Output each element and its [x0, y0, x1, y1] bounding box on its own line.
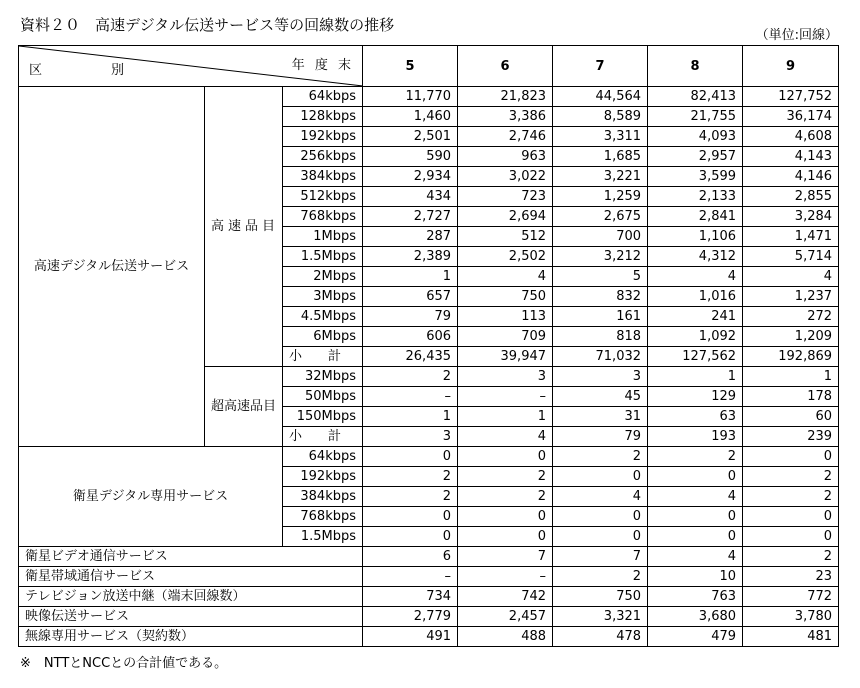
- value-cell: 0: [458, 507, 553, 527]
- value-cell: 478: [553, 627, 648, 647]
- table-row: [19, 87, 839, 107]
- value-cell: 39,947: [458, 347, 553, 367]
- value-cell: 2: [458, 467, 553, 487]
- value-cell: 488: [458, 627, 553, 647]
- value-cell: 2,727: [363, 207, 458, 227]
- value-cell: 3,321: [553, 607, 648, 627]
- value-cell: 2: [743, 487, 839, 507]
- value-cell: 4: [648, 547, 743, 567]
- value-cell: 742: [458, 587, 553, 607]
- value-cell: 44,564: [553, 87, 648, 107]
- value-cell: 512: [458, 227, 553, 247]
- category-high-speed-digital: 高速デジタル伝送サービス: [19, 87, 205, 447]
- value-cell: 832: [553, 287, 648, 307]
- value-cell: 1: [458, 407, 553, 427]
- value-cell: 963: [458, 147, 553, 167]
- value-cell: 0: [363, 447, 458, 467]
- speed-label: 6Mbps: [283, 327, 363, 347]
- value-cell: 287: [363, 227, 458, 247]
- value-cell: 734: [363, 587, 458, 607]
- subcategory-ultra-high-speed-items: 超高速品目: [205, 367, 283, 447]
- value-cell: 3: [458, 367, 553, 387]
- speed-label: 4.5Mbps: [283, 307, 363, 327]
- value-cell: 1,471: [743, 227, 839, 247]
- value-cell: 23: [743, 567, 839, 587]
- value-cell: 193: [648, 427, 743, 447]
- value-cell: 1: [363, 407, 458, 427]
- value-cell: 700: [553, 227, 648, 247]
- value-cell: 3: [553, 367, 648, 387]
- value-cell: 79: [553, 427, 648, 447]
- value-cell: 3,680: [648, 607, 743, 627]
- value-cell: 3,284: [743, 207, 839, 227]
- speed-label: 64kbps: [283, 447, 363, 467]
- speed-label: 2Mbps: [283, 267, 363, 287]
- value-cell: 479: [648, 627, 743, 647]
- service-label: 映像伝送サービス: [19, 607, 363, 627]
- year-header: 8: [648, 46, 743, 87]
- value-cell: 2: [363, 487, 458, 507]
- value-cell: 60: [743, 407, 839, 427]
- value-cell: 4: [648, 267, 743, 287]
- value-cell: 4,143: [743, 147, 839, 167]
- value-cell: 0: [648, 467, 743, 487]
- unit-label: （単位:回線）: [755, 28, 838, 43]
- service-label: 衛星ビデオ通信サービス: [19, 547, 363, 567]
- value-cell: 178: [743, 387, 839, 407]
- value-cell: 4,312: [648, 247, 743, 267]
- value-cell: 1,016: [648, 287, 743, 307]
- value-cell: 2,934: [363, 167, 458, 187]
- value-cell: 11,770: [363, 87, 458, 107]
- value-cell: 2,457: [458, 607, 553, 627]
- speed-label: 192kbps: [283, 127, 363, 147]
- value-cell: 0: [743, 507, 839, 527]
- subtotal-label: 小 計: [283, 427, 363, 447]
- value-cell: 2: [743, 467, 839, 487]
- table-row: [19, 447, 839, 467]
- value-cell: 4: [648, 487, 743, 507]
- category-satellite-digital: 衛星デジタル専用サービス: [19, 447, 283, 547]
- value-cell: 5,714: [743, 247, 839, 267]
- value-cell: 2,841: [648, 207, 743, 227]
- value-cell: 723: [458, 187, 553, 207]
- value-cell: 6: [363, 547, 458, 567]
- header-row: [19, 46, 839, 87]
- value-cell: 2,855: [743, 187, 839, 207]
- value-cell: 2: [553, 447, 648, 467]
- speed-label: 768kbps: [283, 507, 363, 527]
- value-cell: 129: [648, 387, 743, 407]
- value-cell: 161: [553, 307, 648, 327]
- value-cell: 3,386: [458, 107, 553, 127]
- value-cell: 772: [743, 587, 839, 607]
- value-cell: 2,675: [553, 207, 648, 227]
- table-row: [19, 567, 839, 587]
- table-row: [19, 607, 839, 627]
- value-cell: –: [458, 567, 553, 587]
- value-cell: 1,209: [743, 327, 839, 347]
- value-cell: 2: [458, 487, 553, 507]
- speed-label: 50Mbps: [283, 387, 363, 407]
- value-cell: 606: [363, 327, 458, 347]
- speed-label: 768kbps: [283, 207, 363, 227]
- value-cell: 2,694: [458, 207, 553, 227]
- year-header: 9: [743, 46, 839, 87]
- value-cell: 79: [363, 307, 458, 327]
- value-cell: 1: [363, 267, 458, 287]
- value-cell: 10: [648, 567, 743, 587]
- value-cell: 127,562: [648, 347, 743, 367]
- value-cell: 113: [458, 307, 553, 327]
- value-cell: 2,746: [458, 127, 553, 147]
- value-cell: 241: [648, 307, 743, 327]
- year-header: 5: [363, 46, 458, 87]
- value-cell: 1,259: [553, 187, 648, 207]
- value-cell: 71,032: [553, 347, 648, 367]
- speed-label: 256kbps: [283, 147, 363, 167]
- value-cell: –: [458, 387, 553, 407]
- value-cell: 21,823: [458, 87, 553, 107]
- value-cell: 4,146: [743, 167, 839, 187]
- value-cell: 31: [553, 407, 648, 427]
- value-cell: 763: [648, 587, 743, 607]
- circuit-count-table: [18, 45, 839, 647]
- value-cell: 709: [458, 327, 553, 347]
- page-title: 資料２０ 高速デジタル伝送サービス等の回線数の推移: [20, 16, 395, 34]
- value-cell: 21,755: [648, 107, 743, 127]
- footnote: ※ NTTとNCCとの合計値である。: [20, 656, 228, 671]
- value-cell: 2,957: [648, 147, 743, 167]
- value-cell: 3,212: [553, 247, 648, 267]
- value-cell: 750: [553, 587, 648, 607]
- value-cell: 3,599: [648, 167, 743, 187]
- year-header: 6: [458, 46, 553, 87]
- value-cell: 0: [458, 527, 553, 547]
- year-header: 7: [553, 46, 648, 87]
- value-cell: 657: [363, 287, 458, 307]
- service-label: 衛星帯域通信サービス: [19, 567, 363, 587]
- speed-label: 32Mbps: [283, 367, 363, 387]
- value-cell: 7: [458, 547, 553, 567]
- value-cell: 0: [743, 527, 839, 547]
- speed-label: 1.5Mbps: [283, 247, 363, 267]
- speed-label: 192kbps: [283, 467, 363, 487]
- value-cell: 1: [648, 367, 743, 387]
- value-cell: 0: [743, 447, 839, 467]
- value-cell: –: [363, 567, 458, 587]
- value-cell: 3,022: [458, 167, 553, 187]
- value-cell: 63: [648, 407, 743, 427]
- value-cell: 127,752: [743, 87, 839, 107]
- value-cell: 2: [553, 567, 648, 587]
- value-cell: 3,221: [553, 167, 648, 187]
- value-cell: 3: [363, 427, 458, 447]
- value-cell: 0: [363, 507, 458, 527]
- speed-label: 1.5Mbps: [283, 527, 363, 547]
- value-cell: 0: [648, 527, 743, 547]
- value-cell: 2,389: [363, 247, 458, 267]
- value-cell: 491: [363, 627, 458, 647]
- speed-label: 1Mbps: [283, 227, 363, 247]
- service-label: テレビジョン放送中継（端末回線数）: [19, 587, 363, 607]
- value-cell: 2: [363, 367, 458, 387]
- value-cell: 0: [553, 507, 648, 527]
- value-cell: –: [363, 387, 458, 407]
- table-row: [19, 547, 839, 567]
- value-cell: 1,460: [363, 107, 458, 127]
- value-cell: 7: [553, 547, 648, 567]
- value-cell: 1: [743, 367, 839, 387]
- value-cell: 36,174: [743, 107, 839, 127]
- speed-label: 384kbps: [283, 167, 363, 187]
- table-row: [19, 587, 839, 607]
- value-cell: 2: [363, 467, 458, 487]
- value-cell: 2,779: [363, 607, 458, 627]
- speed-label: 384kbps: [283, 487, 363, 507]
- value-cell: 3,780: [743, 607, 839, 627]
- speed-label: 512kbps: [283, 187, 363, 207]
- value-cell: 45: [553, 387, 648, 407]
- value-cell: 26,435: [363, 347, 458, 367]
- category-label: 区 別: [29, 63, 153, 78]
- value-cell: 750: [458, 287, 553, 307]
- speed-label: 150Mbps: [283, 407, 363, 427]
- value-cell: 0: [553, 527, 648, 547]
- value-cell: 481: [743, 627, 839, 647]
- value-cell: 434: [363, 187, 458, 207]
- value-cell: 0: [363, 527, 458, 547]
- value-cell: 2: [648, 447, 743, 467]
- value-cell: 2,501: [363, 127, 458, 147]
- value-cell: 192,869: [743, 347, 839, 367]
- value-cell: 1,685: [553, 147, 648, 167]
- value-cell: 4,608: [743, 127, 839, 147]
- value-cell: 4: [458, 267, 553, 287]
- value-cell: 2,133: [648, 187, 743, 207]
- header-diagonal-cell: [19, 46, 363, 87]
- value-cell: 82,413: [648, 87, 743, 107]
- value-cell: 5: [553, 267, 648, 287]
- fiscal-year-end-label: 年 度 末: [291, 58, 355, 73]
- value-cell: 1,106: [648, 227, 743, 247]
- table-row: [19, 627, 839, 647]
- value-cell: 1,092: [648, 327, 743, 347]
- value-cell: 3,311: [553, 127, 648, 147]
- value-cell: 4: [458, 427, 553, 447]
- value-cell: 2: [743, 547, 839, 567]
- value-cell: 4: [743, 267, 839, 287]
- subtotal-label: 小 計: [283, 347, 363, 367]
- speed-label: 3Mbps: [283, 287, 363, 307]
- value-cell: 8,589: [553, 107, 648, 127]
- value-cell: 1,237: [743, 287, 839, 307]
- subcategory-high-speed-items: 高速品目: [205, 87, 283, 367]
- value-cell: 239: [743, 427, 839, 447]
- value-cell: 0: [458, 447, 553, 467]
- value-cell: 4,093: [648, 127, 743, 147]
- value-cell: 818: [553, 327, 648, 347]
- service-label: 無線専用サービス（契約数）: [19, 627, 363, 647]
- speed-label: 128kbps: [283, 107, 363, 127]
- value-cell: 2,502: [458, 247, 553, 267]
- value-cell: 590: [363, 147, 458, 167]
- value-cell: 0: [648, 507, 743, 527]
- value-cell: 272: [743, 307, 839, 327]
- value-cell: 4: [553, 487, 648, 507]
- value-cell: 0: [553, 467, 648, 487]
- speed-label: 64kbps: [283, 87, 363, 107]
